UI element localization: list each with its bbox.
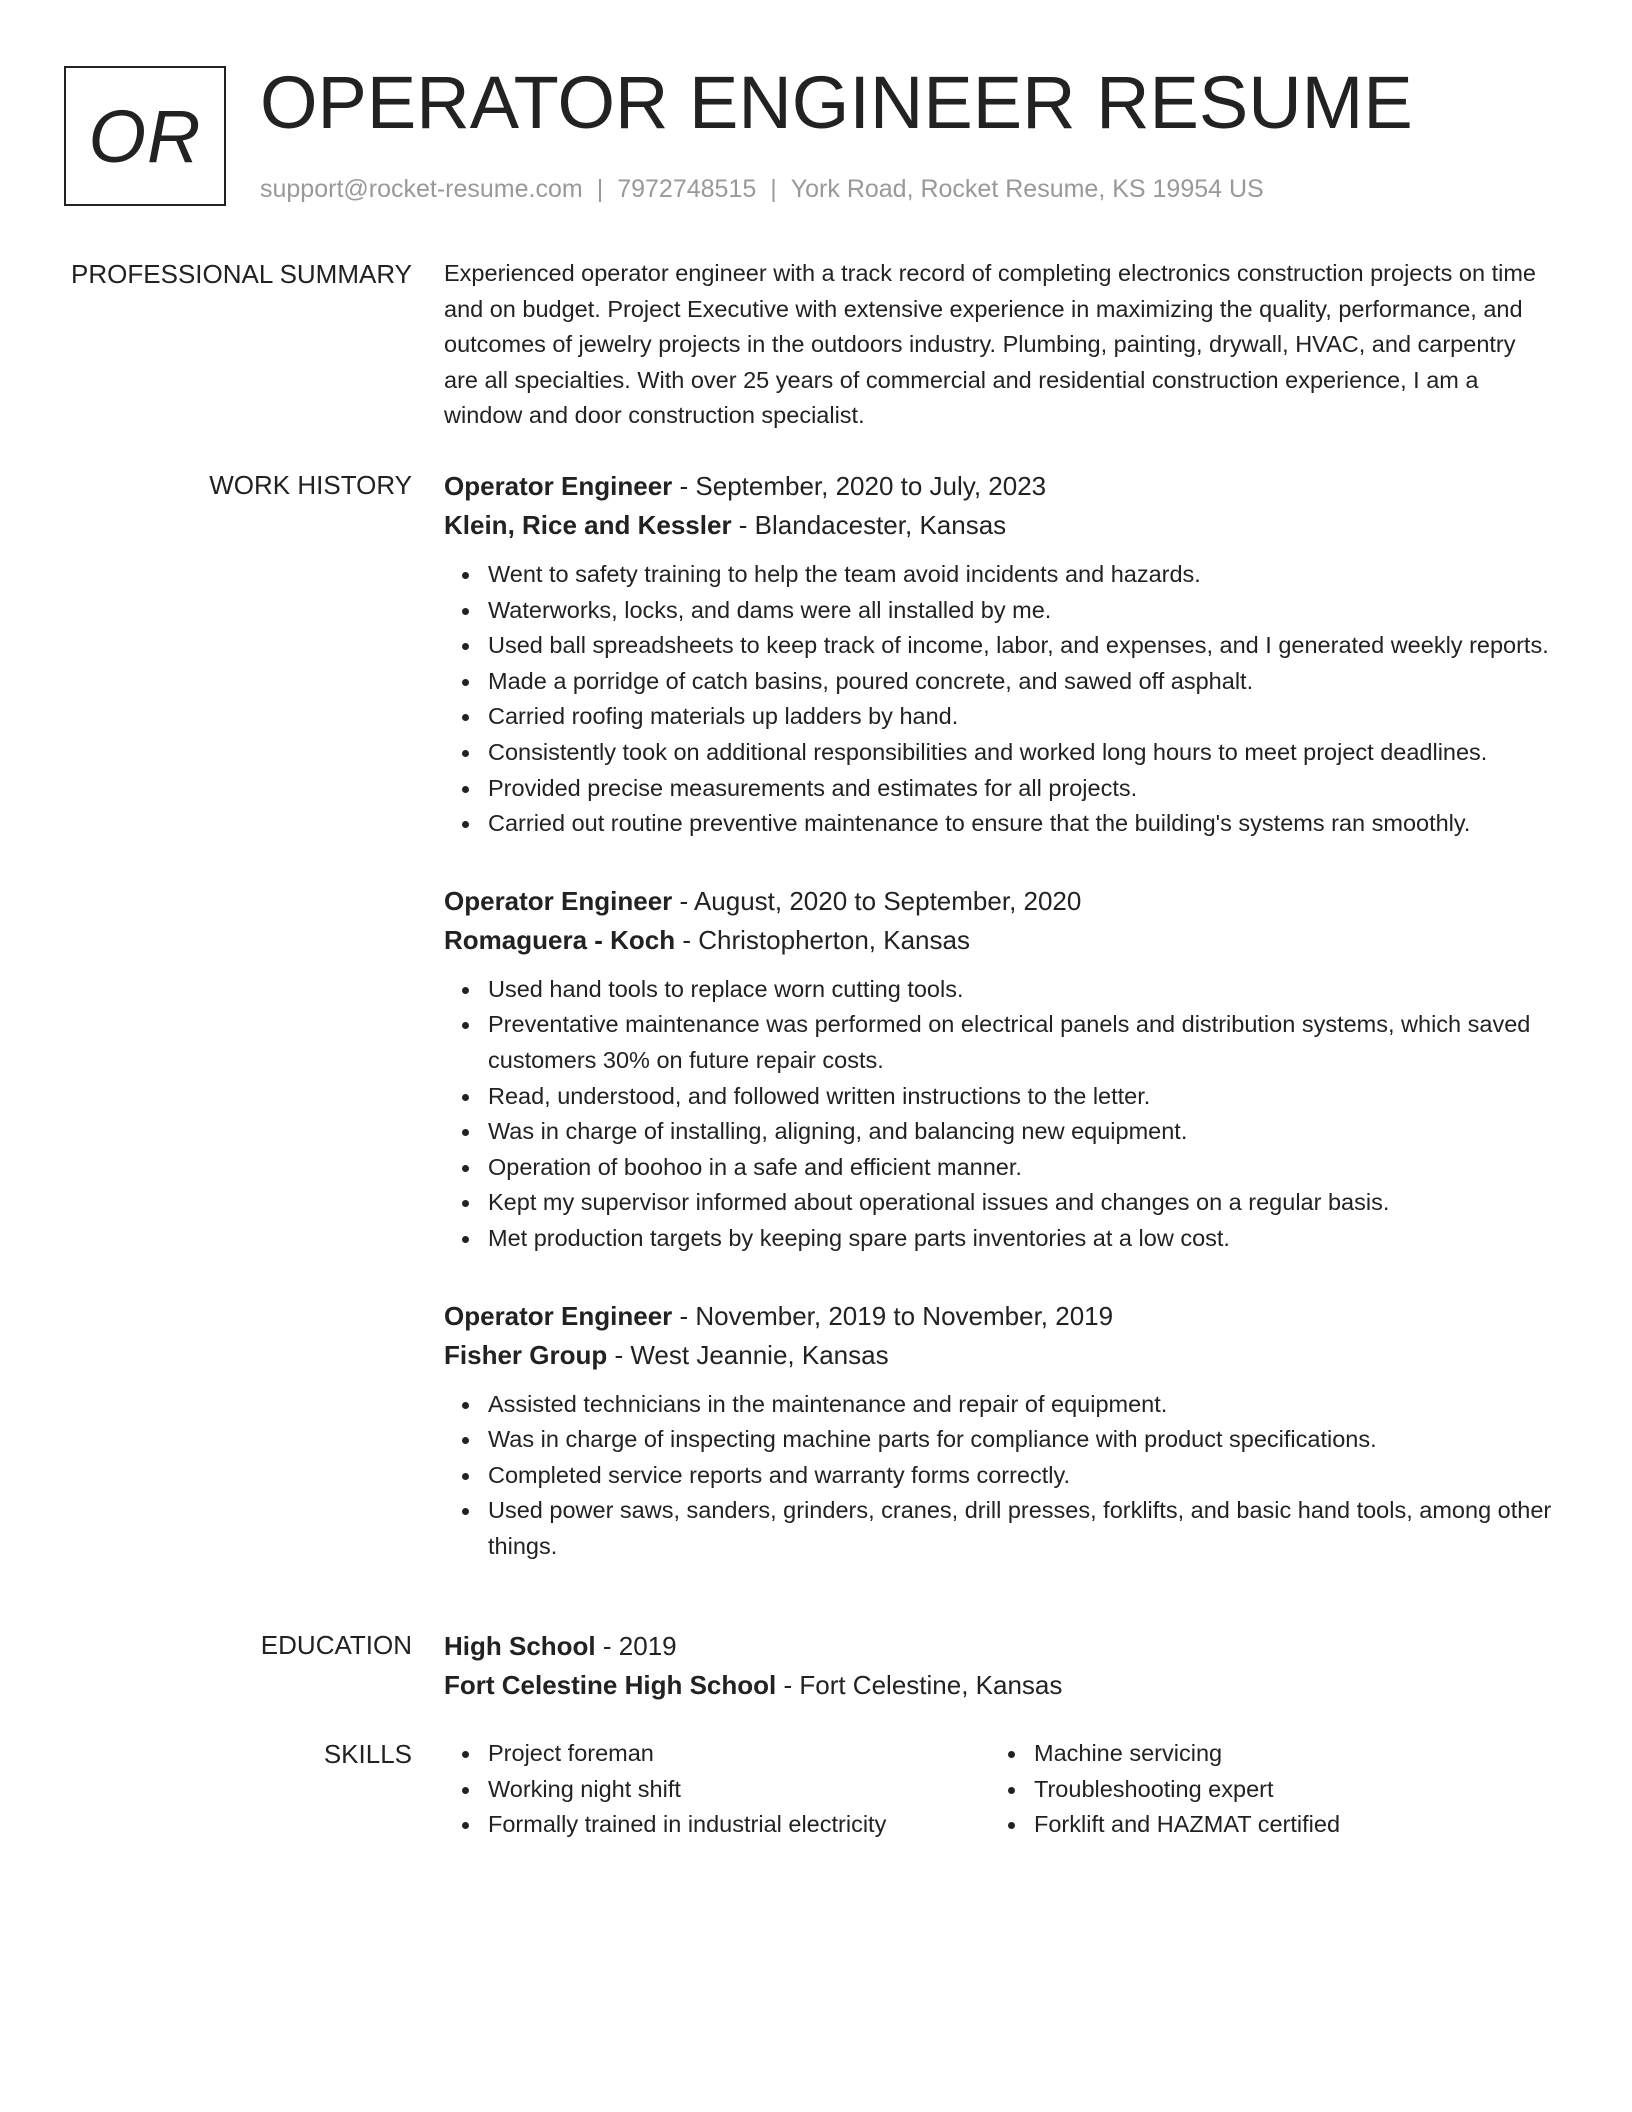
job-title-line bbox=[444, 467, 1554, 506]
job-bullet: Used power saws, sanders, grinders, cranes, drill presses, forklifts, and basic hand tools, among other things. bbox=[488, 1493, 1554, 1564]
job-location: - Christopherton, Kansas bbox=[675, 924, 970, 955]
section-label-education: EDUCATION bbox=[260, 1630, 412, 1660]
job-dates: - November, 2019 to November, 2019 bbox=[672, 1300, 1114, 1331]
job-entry bbox=[444, 1297, 1554, 1565]
summary-text: Experienced operator engineer with a track record of completing electronics construction projects on time and on budget. Project Executive with extensive experience in maximizing the quality, performance, and outcomes of jewelry projects in the outdoors industry. Plumbing, painting, drywall, HVAC, and carpentry are all specialties. With over 25 years of commercial and residential construction experience, I am a window and door construction specialist. bbox=[444, 260, 1536, 429]
contact-phone[interactable]: 7972748515 bbox=[617, 175, 757, 203]
job-title: Operator Engineer bbox=[444, 885, 673, 916]
job-location: - West Jeannie, Kansas bbox=[607, 1339, 889, 1370]
job-bullet: Went to safety training to help the team avoid incidents and hazards. bbox=[488, 557, 1554, 593]
job-bullet: Met production targets by keeping spare parts inventories at a low cost. bbox=[488, 1221, 1554, 1257]
job-title: Operator Engineer bbox=[444, 1300, 673, 1331]
job-entry bbox=[444, 467, 1554, 842]
skill-item: Forklift and HAZMAT certified bbox=[1034, 1807, 1536, 1843]
skills-list bbox=[444, 1736, 990, 1843]
job-dates: - September, 2020 to July, 2023 bbox=[672, 471, 1047, 501]
resume-title: OPERATOR ENGINEER RESUME bbox=[260, 61, 1413, 144]
skills-column-left bbox=[444, 1736, 990, 1843]
education-degree: High School bbox=[444, 1631, 596, 1661]
job-company: Romaguera - Koch bbox=[444, 924, 676, 955]
job-title: Operator Engineer bbox=[444, 471, 673, 501]
job-entry bbox=[444, 882, 1554, 1257]
job-bullet: Was in charge of inspecting machine parts for compliance with product specifications. bbox=[488, 1422, 1554, 1458]
section-label-skills: SKILLS bbox=[323, 1739, 412, 1769]
job-bullet: Carried roofing materials up ladders by hand. bbox=[488, 699, 1554, 735]
job-title-line bbox=[444, 882, 1554, 921]
job-title-line bbox=[444, 1297, 1554, 1336]
section-label-work-history: WORK HISTORY bbox=[209, 470, 412, 500]
job-bullet: Made a porridge of catch basins, poured concrete, and sawed off asphalt. bbox=[488, 664, 1554, 700]
skills-list bbox=[990, 1736, 1536, 1843]
job-bullet: Completed service reports and warranty forms correctly. bbox=[488, 1458, 1554, 1494]
job-bullet: Consistently took on additional responsibilities and worked long hours to meet project deadlines. bbox=[488, 735, 1554, 771]
skills-column-right bbox=[990, 1736, 1536, 1843]
job-bullet: Preventative maintenance was performed on electrical panels and distribution systems, which saved customers 30% on future repair costs. bbox=[488, 1007, 1554, 1078]
job-bullet: Carried out routine preventive maintenance to ensure that the building's systems ran smoothly. bbox=[488, 806, 1554, 842]
job-bullet: Waterworks, locks, and dams were all installed by me. bbox=[488, 593, 1554, 629]
skill-item: Formally trained in industrial electricity bbox=[488, 1807, 990, 1843]
job-bullet: Used hand tools to replace worn cutting tools. bbox=[488, 972, 1554, 1008]
job-company-line bbox=[444, 506, 1554, 545]
education-school-line bbox=[444, 1666, 1554, 1705]
skill-item: Troubleshooting expert bbox=[1034, 1772, 1536, 1808]
job-bullets bbox=[444, 557, 1554, 842]
contact-separator: | bbox=[596, 175, 604, 203]
job-bullet: Operation of boohoo in a safe and efficient manner. bbox=[488, 1150, 1554, 1186]
job-company-line bbox=[444, 1336, 1554, 1375]
job-bullet: Provided precise measurements and estimates for all projects. bbox=[488, 771, 1554, 807]
section-label-summary: PROFESSIONAL SUMMARY bbox=[71, 259, 412, 289]
job-bullet: Read, understood, and followed written instructions to the letter. bbox=[488, 1079, 1554, 1115]
contact-line bbox=[260, 174, 1264, 204]
education-location: - Fort Celestine, Kansas bbox=[776, 1670, 1063, 1700]
job-company-line bbox=[444, 921, 1554, 960]
skill-item: Working night shift bbox=[488, 1772, 990, 1808]
job-company: Klein, Rice and Kessler bbox=[444, 510, 732, 540]
job-dates: - August, 2020 to September, 2020 bbox=[672, 885, 1082, 916]
education-degree-line bbox=[444, 1627, 1554, 1666]
contact-email[interactable]: support@rocket-resume.com bbox=[260, 175, 583, 203]
skills-grid bbox=[444, 1736, 1554, 1843]
job-bullet: Kept my supervisor informed about operational issues and changes on a regular basis. bbox=[488, 1185, 1554, 1221]
job-bullets bbox=[444, 972, 1554, 1257]
contact-separator: | bbox=[770, 175, 777, 203]
job-location: - Blandacester, Kansas bbox=[731, 510, 1007, 540]
education-year: - 2019 bbox=[595, 1631, 677, 1661]
job-bullets bbox=[444, 1387, 1554, 1565]
education-school: Fort Celestine High School bbox=[444, 1670, 777, 1700]
contact-address: York Road, Rocket Resume, KS 19954 US bbox=[790, 175, 1264, 203]
job-bullet: Assisted technicians in the maintenance and repair of equipment. bbox=[488, 1387, 1554, 1423]
job-company: Fisher Group bbox=[444, 1339, 608, 1370]
skill-item: Machine servicing bbox=[1034, 1736, 1536, 1772]
job-bullet: Used ball spreadsheets to keep track of income, labor, and expenses, and I generated weekly reports. bbox=[488, 628, 1554, 664]
monogram-logo: OR bbox=[64, 66, 226, 206]
job-bullet: Was in charge of installing, aligning, and balancing new equipment. bbox=[488, 1114, 1554, 1150]
skill-item: Project foreman bbox=[488, 1736, 990, 1772]
